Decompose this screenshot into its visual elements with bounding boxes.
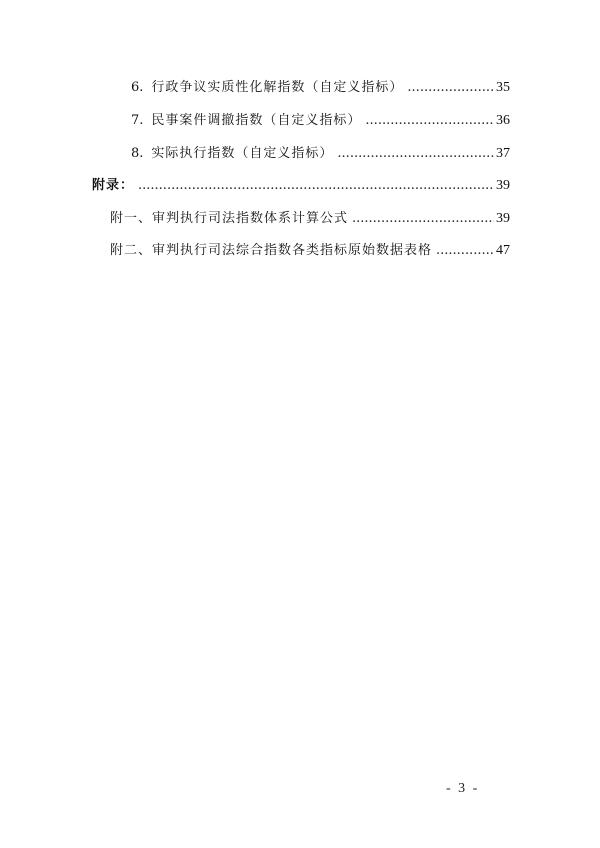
- toc-entry-page: 39: [496, 211, 510, 226]
- toc-leader-dots: [407, 80, 494, 96]
- toc-entry-number: 6.: [131, 80, 144, 95]
- toc-leader-dots: [365, 113, 494, 129]
- toc-entry-page: 35: [496, 80, 510, 95]
- toc-leader-dots: [436, 243, 494, 259]
- toc-entry-title: 附二、审判执行司法综合指数各类指标原始数据表格: [110, 243, 433, 258]
- toc-entry-title: 民事案件调撤指数（自定义指标）: [151, 113, 362, 128]
- toc-leader-dots: [337, 146, 494, 162]
- toc-entry-page: 37: [496, 146, 510, 161]
- toc-entry-appendix-2[interactable]: [110, 243, 510, 259]
- toc-entry-8[interactable]: [131, 146, 510, 162]
- toc-entry-7[interactable]: [131, 113, 510, 129]
- toc-entry-page: 47: [496, 243, 510, 258]
- toc-entry-appendix-1[interactable]: [110, 211, 510, 227]
- toc-entry-number: 7.: [131, 113, 144, 128]
- toc-entry-title: 行政争议实质性化解指数（自定义指标）: [151, 80, 404, 95]
- toc-entry-6[interactable]: [131, 80, 510, 96]
- toc-leader-dots: [138, 178, 494, 194]
- toc-entry-number: 8.: [131, 146, 144, 161]
- toc-entry-title: 附一、审判执行司法指数体系计算公式: [110, 211, 349, 226]
- toc-entry-page: 39: [496, 178, 510, 193]
- toc-leader-dots: [352, 211, 494, 227]
- toc-entry-page: 36: [496, 113, 510, 128]
- toc-appendix-title: 附录：: [92, 178, 135, 193]
- page-number: - 3 -: [446, 781, 480, 796]
- toc-entry-title: 实际执行指数（自定义指标）: [151, 146, 334, 161]
- toc-entry-appendix[interactable]: [92, 178, 510, 194]
